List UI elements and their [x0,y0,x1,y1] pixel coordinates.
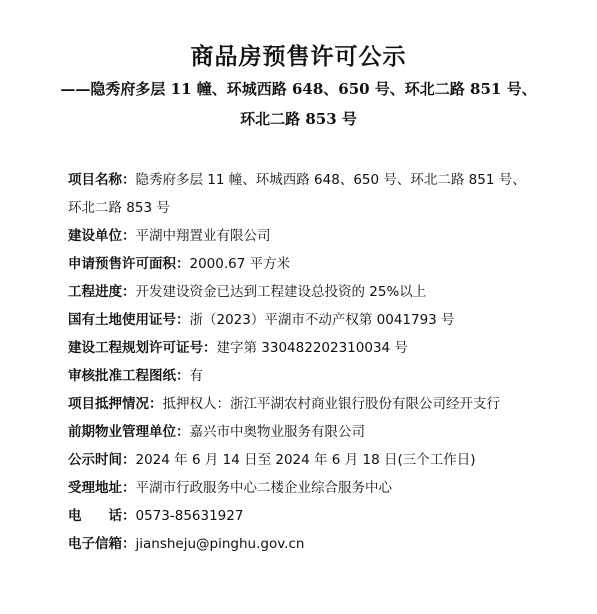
field-value: 2000.67 平方米 [189,256,291,272]
field-label: 受理地址： [68,480,136,496]
field-label: 项目抵押情况： [68,396,163,412]
field-label: 工程进度： [68,284,136,300]
document-subtitle-line-2: 环北二路 853 号 [240,110,357,128]
field-label: 建设单位： [68,228,136,244]
field-value: 平湖中翔置业有限公司 [135,228,271,244]
field-value: 平湖市行政服务中心二楼企业综合服务中心 [135,480,392,496]
field-value: 嘉兴市中奥物业服务有限公司 [189,424,365,440]
field-value: 开发建设资金已达到工程建设总投资的 25%以上 [135,284,427,300]
field-email [68,530,538,558]
field-label: 公示时间： [68,452,136,468]
field-label: 前期物业管理单位： [68,424,190,440]
field-label: 电 话： [68,508,136,524]
field-label: 国有土地使用证号： [68,312,190,328]
document-title: 商品房预售许可公示 [190,43,407,70]
field-address [68,474,538,502]
field-presale-area [68,250,538,278]
field-land-certificate [68,306,538,334]
field-approved-drawings [68,362,538,390]
field-value: 有 [189,368,203,384]
field-developer [68,222,538,250]
field-phone [68,502,538,530]
field-label: 审核批准工程图纸： [68,368,190,384]
field-value: 2024 年 6 月 14 日至 2024 年 6 月 18 日(三个工作日) [135,452,476,468]
field-label: 申请预售许可面积： [68,256,190,272]
field-value: 浙（2023）平湖市不动产权第 0041793 号 [189,312,455,328]
field-project-name [68,166,538,222]
field-planning-permit [68,334,538,362]
field-mortgage [68,390,538,418]
info-list [68,166,538,558]
field-publicity-period [68,446,538,474]
field-value: 抵押权人：浙江平湖农村商业银行股份有限公司经开支行 [162,396,500,412]
field-label: 项目名称： [68,172,136,188]
field-label: 电子信箱： [68,536,136,552]
field-value: 建字第 330482202310034 号 [216,340,408,356]
field-value: 隐秀府多层 11 幢、环城西路 648、650 号、环北二路 851 号、环北二路 853 号 [68,172,526,216]
document-subtitle-line-1: ——隐秀府多层 11 幢、环城西路 648、650 号、环北二路 851 号、 [60,80,537,98]
field-progress [68,278,538,306]
field-property-management [68,418,538,446]
field-value: 0573-85631927 [135,508,244,524]
field-value: jiansheju@pinghu.gov.cn [135,536,305,552]
field-label: 建设工程规划许可证号： [68,340,217,356]
